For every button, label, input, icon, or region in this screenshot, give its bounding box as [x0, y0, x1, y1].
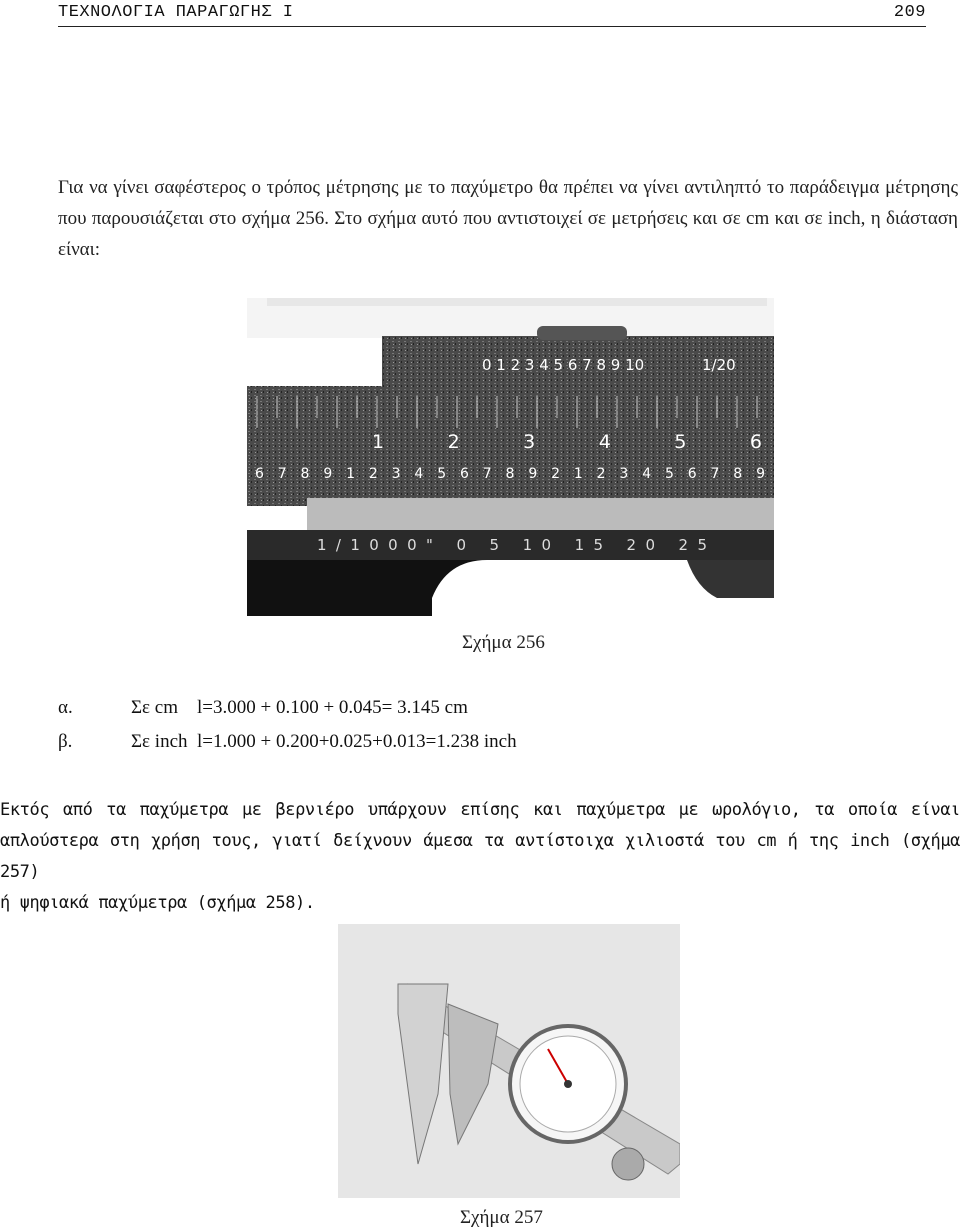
calculation-label: α.	[58, 697, 73, 718]
calculation-text: Σε inch l=1.000 + 0.200+0.025+0.013=1.238 inch	[131, 731, 517, 752]
calculation-text: Σε cm l=3.000 + 0.100 + 0.045= 3.145 cm	[131, 697, 468, 718]
calculation-label: β.	[58, 731, 73, 752]
dial-caliper-paragraph	[0, 795, 960, 919]
figure-256-caption: Σχήμα 256	[462, 632, 545, 653]
intro-paragraph: Για να γίνει σαφέστερος ο τρόπος μέτρησης με το παχύμετρο θα πρέπει να γίνει αντιληπτό το παράδειγμα μέτρησης που παρουσιάζεται στο σχήμα 256. Στο σχήμα αυτό που αντιστοιχεί σε μετρήσεις και σε cm και σε inch, η διάσταση είναι:	[58, 177, 958, 260]
figure-257-dial-caliper-photo	[338, 924, 680, 1198]
running-header	[58, 0, 926, 27]
figure-256-vernier-caliper-photo	[247, 298, 774, 616]
vernier-scale-numbers: 0 1 2 3 4 5 6 7 8 9 10	[482, 356, 645, 374]
dial-caliper-illustration	[338, 924, 680, 1198]
vernier-fraction: 1/20	[702, 356, 736, 374]
paragraph-body: Εκτός από τα παχύμετρα με βερνιέρο υπάρχουν επίσης και παχύμετρα με ωρολόγιο, τα οποία είναι απλούστερα στη χρήση τους, γιατί δείχνουν άμεσα τα αντίστοιχα χιλιοστά του cm ή της inch (σχήμα 257)	[0, 800, 960, 882]
page-number: 209	[893, 3, 926, 22]
lower-scale-numbers: 1/1000" 0 5 10 15 20 25	[317, 536, 707, 554]
vernier-caliper-illustration	[247, 298, 774, 616]
cm-scale-numbers: 6 7 8 9 1 2 3 4 5 6 7 8 9 2 1 2 3 4 5 6 7 8 9	[255, 466, 765, 482]
figure-257-caption: Σχήμα 257	[460, 1207, 543, 1228]
inch-scale-numbers: 1 2 3 4 5 6	[372, 431, 762, 453]
header-title: ΤΕΧΝΟΛΟΓΙΑ ΠΑΡΑΓΩΓΗΣ Ι	[58, 3, 294, 22]
paragraph-last-line: ή ψηφιακά παχύμετρα (σχήμα 258).	[0, 893, 315, 913]
